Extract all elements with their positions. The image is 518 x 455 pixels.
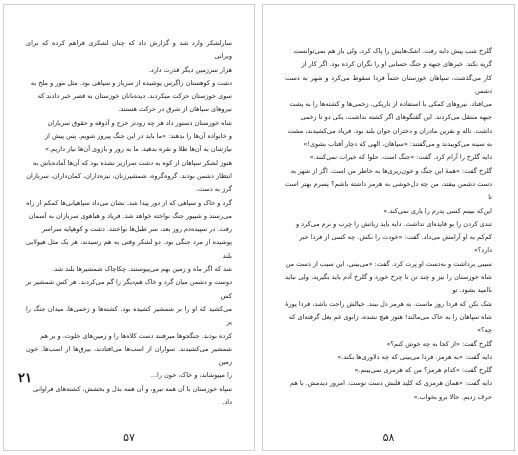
left-page	[3, 4, 255, 451]
text-line: می‌کشید که او را بر شمشیر کشیده بود. کشته‌ها و زخمی‌ها، میدان جنگ را پر	[26, 304, 232, 327]
text-line: شاه خوزستان را نیز و چند تن تا چرخ خورد و گلرخ آدم باید بگیرید، ولی نباید ناامید بشود. تو	[285, 273, 492, 295]
text-line: شک نکن که فردا روز ماست. به هرمز دل ببند. خیالش راحت باشد، فردا پوزهٔ	[285, 299, 492, 308]
text-line: گلرخ شب پیش دایه رفت. اشک‌هایش را پاک کرد، ولی باز هم نمی‌توانست	[293, 47, 492, 55]
text-line: هزار سرزمین دیگر قدرت دارد.	[148, 65, 232, 74]
text-line: سارلشکر وارد شد و گزارش داد که چنان لشکری فراهم کرده که برای ویرانی	[26, 39, 232, 61]
text-line: گرز به دست.	[195, 185, 232, 194]
text-line: دوست و دشمن میان گرد و خاک هم‌دیگر را گم می‌کردند. هر کس شمشیر بر کس	[26, 278, 232, 300]
text-line: انتظار دشمن بودند. گروه‌گروه، شمشیرزنان، نیزه‌داران، کمان‌داران، سربازان	[26, 171, 232, 180]
text-line: گلرخ گفت: «کدام هرمز؟ من که هرمزی نمی‌بینم.»	[354, 366, 492, 375]
left-page-body	[26, 37, 232, 409]
text-line: چه؟»	[477, 326, 492, 335]
text-line: سیبی برداشت و به‌دست او پرت کرد. گفت: «می‌بینی، این سیب از دست من	[285, 259, 492, 268]
text-line: دایه گفت: «همان هرمزی که کلید قلبش دست توست. امروز دیدمش. با هم	[290, 379, 492, 388]
text-line: پوشیده از مرد جنگی بود. دو لشکر وقتی به هم رسیدند، هر یک مثل هیولایی بلند	[26, 238, 232, 260]
text-line: این‌که ببینم کسی پدرم را یاری نمی‌کند.»	[383, 206, 492, 215]
text-line: و خانواده آن‌ها را بدهند: «ما باید در این جنگ پیروز شویم. پس پیش از	[44, 132, 232, 141]
text-line: دشت و کوهستان زاگرس پوشیده از سرباز و سپاهی بود. مثل مور و ملخ به	[30, 78, 232, 87]
text-line: کرده بودند. جنگجوها میرفتند دست کلاه‌ها را و زمین‌های خلوت، و بر هم	[40, 331, 232, 340]
text-line: نیروهای سپاهان از شرق در حرکت هستند.	[118, 105, 232, 114]
text-line: کم‌کم به او آرامش می‌داد. گفت: «خودت را نکش. چه کسی از فردا خبر	[299, 233, 492, 242]
text-line: حرف زدیم. حالا برو بخواب.»	[413, 392, 492, 401]
right-page	[262, 4, 515, 451]
text-line: گرد و خاک و سیاهی که از دور پیدا شد، نشان می‌داد سپاهیانی‌ها کمکم از راه	[26, 198, 232, 207]
text-line: شمشیر می‌کشیدند. سواران از اسب‌ها می‌افتادند، بیرق‌ها از اسب‌ها. خون زمین	[26, 344, 232, 367]
chapter-number: ۲۱	[18, 371, 32, 386]
page-number: ۵۸	[382, 431, 395, 444]
text-line: داشت. ناله و نفرین مادران و دختران جوان بلند بود. فریاد می‌کشیدند، مشت	[287, 126, 492, 135]
text-line: شاه خوزستان دستور داد هر چه زودتر خرج و آذوقه و حقوق سربازان	[47, 118, 232, 127]
text-line: جبهه منتقل می‌کردند. این گفتگوهای اگر کشته نداشت، یکی دو تا زخمی	[300, 113, 492, 122]
page-number: ۵۷	[123, 431, 135, 444]
text-line: دایه گلرخ را آرام کرد. گفت: «جنگ است. حلوا که خیرات نمی‌کنند.»	[309, 153, 492, 162]
text-line: نیازشان به آن‌ها طلا و نقره بدهید. ما به زور و بازوی آن‌ها نیاز داریم.»	[44, 145, 232, 154]
text-line: گریه نکند. خبرهای جبهه و جنگ حسابی او را نگران کرده بود. اگر کار از	[301, 60, 492, 69]
text-line: کار می‌گذشت، سپاهان خوزستان حتماً فردا سقوط می‌کرد و شهر به دست دشمن	[285, 73, 492, 95]
text-line: هنوز لشکر سپاهان از کوه به دشت سرازیر نشده بود که آن‌ها آماده‌باش به	[32, 158, 232, 167]
text-line: می‌رسند و شیپور جنگ نواخته خواهد شد. فریاد و هیاهوی سربازان به آسمان	[28, 211, 232, 220]
text-line: را میپوشاند، و خاک، خون را...	[150, 371, 232, 380]
text-line: شاه سپاهان را به خاک می‌مالند! هنوز هیچ نشده، زانوی غم بغل گرفته‌ای که	[288, 312, 492, 321]
text-line: به سینه می‌کوبیدند و می‌گفتند: «سپاهان، الهی که دچار آفتاب بشوی!»	[303, 140, 492, 149]
text-line: گلرخ گفت: «از کجا به چه خوش کنم؟»	[386, 339, 492, 348]
text-line: داد.	[222, 398, 232, 407]
right-page-body	[285, 45, 492, 404]
text-line: سوی خوزستان حرکت میکردند. دیده‌بانان خوزستان به قصر خبر دادند که	[37, 92, 232, 101]
text-line: دست دشمن بیفتد، من چه دل‌خوشی به هرمز داشته باشم؟ پسرم بهتر است تا	[285, 179, 492, 202]
text-line: می‌افتاد. نیروهای کمکی با استفاده از تاریکی، زخمی‌ها و کشته‌ها را به پشت	[289, 100, 492, 109]
text-line: دارد؟»	[473, 246, 492, 255]
text-line: تندی کردن را بو فایده‌ای نداشت. دایه باید زبانش را چرب و نرم می‌کرد و	[295, 219, 492, 228]
text-line: شد که اگر ماه و زمین بهم می‌پیوستند. چکاچاک شمشیرها بلند شد.	[52, 265, 232, 274]
text-line: دایه گفت: «به هرمز. فردا می‌بینی که چه دلاوری‌ها بکند.»	[337, 352, 492, 361]
text-line: گلرخ گفت: «همهٔ این جنگ و خون‌ریزی‌ها به خاطر من است. اگر از شهر به	[290, 166, 492, 175]
text-line: سپاه خوزستان با آن همه نیرو، و آن همه بذل و بخشش، کشته‌های فراوانی	[32, 384, 232, 393]
text-line: رفت. در سپیده‌دم روز بعد، سر طبل‌ها نواختند. دشت و کوهپایه سراسر	[41, 225, 232, 234]
